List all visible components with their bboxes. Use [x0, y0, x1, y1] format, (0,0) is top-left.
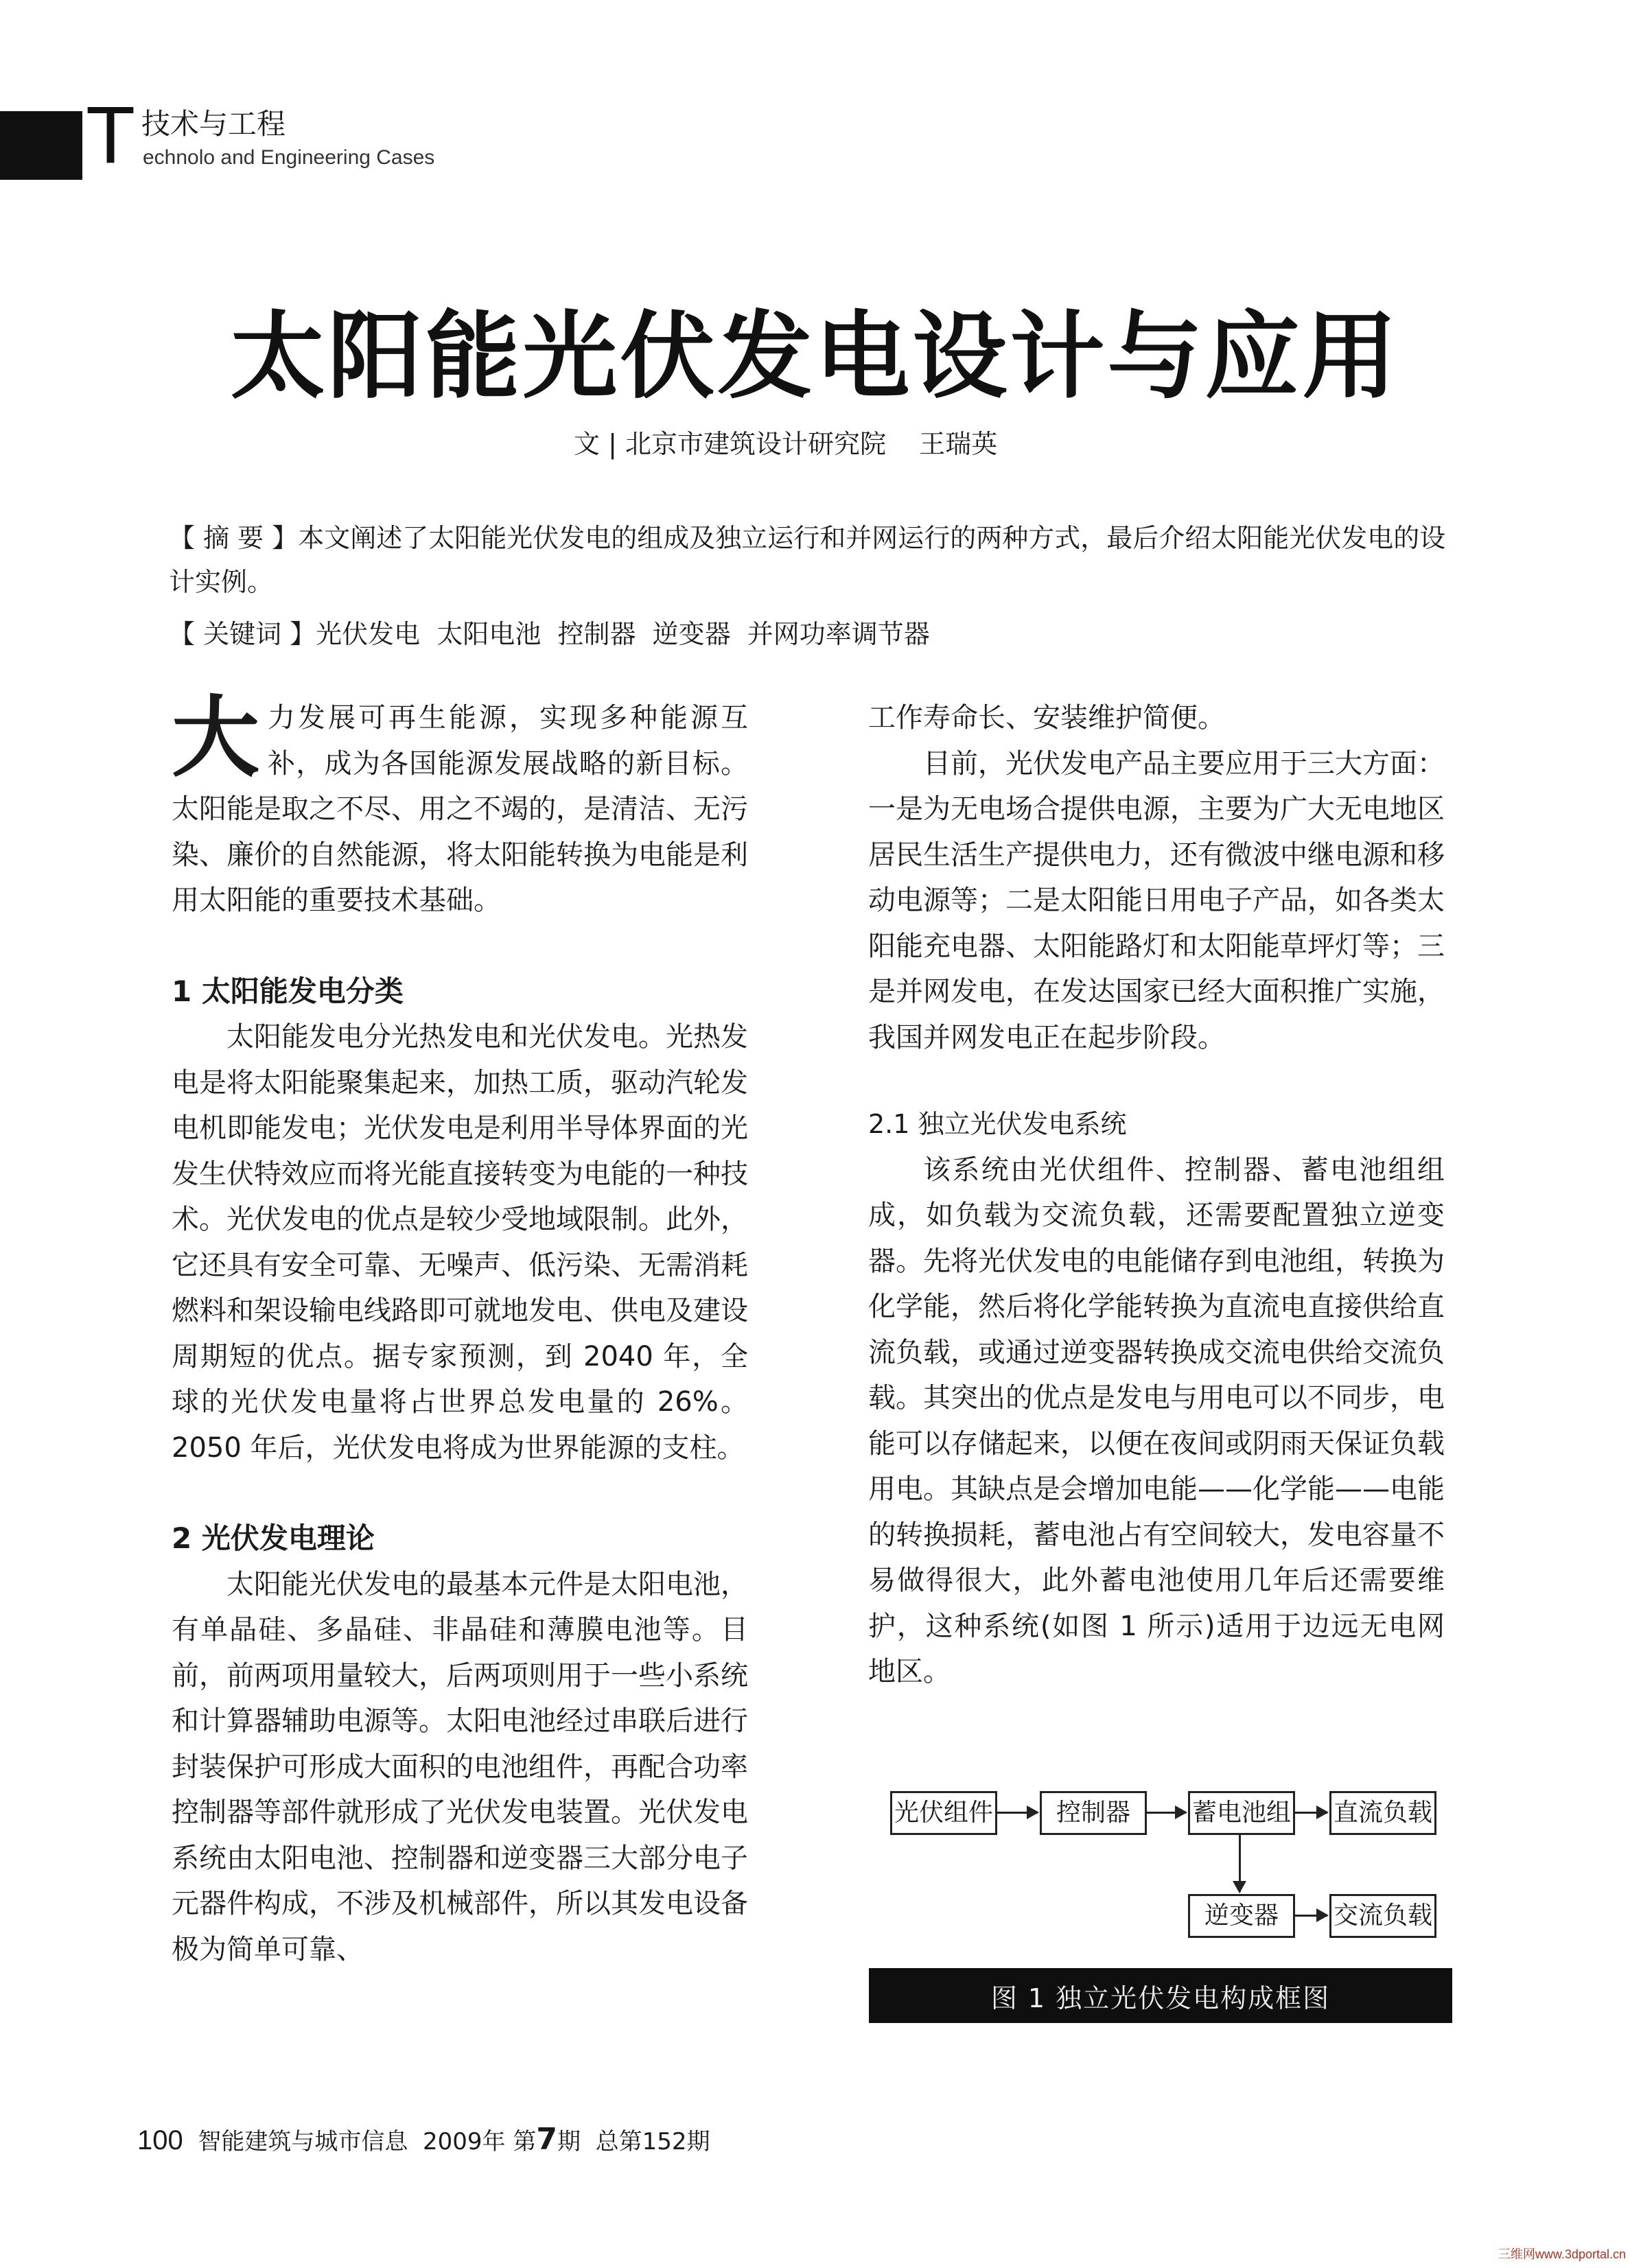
- keywords: 【 关键词 】光伏发电 太阳电池 控制器 逆变器 并网功率调节器: [169, 619, 930, 649]
- header-block-mark: [0, 111, 82, 180]
- section-2-heading: 2 光伏发电理论: [172, 1521, 375, 1555]
- issue-prefix: 第: [513, 2128, 537, 2155]
- section-2-1-body: 该系统由光伏组件、控制器、蓄电池组组成，如负载为交流负载，还需要配置独立逆变器。先将光伏发电的电能储存到电池组，转换为化学能，然后将化学能转换为直流电直接供给直流负载，或通过逆变器转换成交流电供给交流负载。其突出的优点是发电与用电可以不同步，电能可以存储起来，以便在夜间或阴雨天保证负载用电。其缺点是会增加电能——化学能——电能的转换损耗，蓄电池占有空间较大，发电容量不易做得很大，此外蓄电池使用几年后还需要维护，这种系统(如图 1 所示)适用于边远无电网地区。: [868, 1154, 1445, 1687]
- issue-suffix: 期: [557, 2128, 581, 2155]
- issue-year: 2009年: [423, 2128, 506, 2155]
- arrow-controller-to-battery: [1145, 1812, 1186, 1814]
- intro-text: 力发展可再生能源，实现多种能源互补，成为各国能源发展战略的新目标。太阳能是取之不尽、用之不竭的，是清洁、无污染、廉价的自然能源，将太阳能转换为电能是利用太阳能的重要技术基础。: [172, 702, 748, 916]
- section-2-1-heading: 2.1 独立光伏发电系统: [868, 1109, 1127, 1139]
- right-column: [868, 695, 1445, 1695]
- total-issue: 总第152期: [595, 2128, 710, 2155]
- author-line: 文 | 北京市建筑设计研究院 王瑞英: [574, 429, 998, 459]
- issue-number: 7: [536, 2122, 557, 2157]
- section-2-body: 太阳能光伏发电的最基本元件是太阳电池，有单晶硅、多晶硅、非晶硅和薄膜电池等。目前，前两项用量较大，后两项则用于一些小系统和计算器辅助电源等。太阳电池经过串联后进行封装保护可形成大面积的电池组件，再配合功率控制器等部件就形成了光伏发电装置。光伏发电系统由太阳电池、控制器和逆变器三大部分电子元器件构成，不涉及机械部件，所以其发电设备极为简单可靠、: [172, 1568, 748, 1965]
- drop-cap: 大: [172, 686, 260, 789]
- article-title: 太阳能光伏发电设计与应用: [230, 300, 1400, 412]
- watermark: 三维网www.3dportal.cn: [1498, 2247, 1626, 2261]
- box-pv-module: 光伏组件: [890, 1791, 997, 1835]
- page-footer: [137, 2122, 710, 2157]
- arrow-battery-to-dc-load: [1293, 1812, 1327, 1814]
- section-name-cn: 技术与工程: [141, 107, 286, 141]
- left-column: [172, 686, 748, 1972]
- journal-name: 智能建筑与城市信息: [198, 2128, 408, 2155]
- box-controller: 控制器: [1040, 1791, 1147, 1835]
- intro-paragraph: [172, 686, 748, 924]
- box-inverter: 逆变器: [1188, 1894, 1295, 1938]
- arrow-pv-to-controller: [995, 1812, 1038, 1814]
- abstract: 【 摘 要 】本文阐述了太阳能光伏发电的组成及独立运行和并网运行的两种方式，最后介绍太阳能光伏发电的设计实例。: [169, 523, 1446, 597]
- figure-1-caption: 图 1 独立光伏发电构成框图: [869, 1968, 1452, 2023]
- box-battery: 蓄电池组: [1188, 1791, 1295, 1835]
- section-1-body: 太阳能发电分光热发电和光伏发电。光热发电是将太阳能聚集起来，加热工质，驱动汽轮发电机即能发电；光伏发电是利用半导体界面的光发生伏特效应而将光能直接转变为电能的一种技术。光伏发电的优点是较少受地域限制。此外，它还具有安全可靠、无噪声、低污染、无需消耗燃料和架设输电线路即可就地发电、供电及建设周期短的优点。据专家预测，到 2040 年，全球的光伏发电量将占世界总发电量的 26%。2050 年后，光伏发电将成为世界能源的支柱。: [172, 1021, 748, 1464]
- box-dc-load: 直流负载: [1329, 1791, 1436, 1835]
- arrow-battery-to-inverter: [1239, 1833, 1241, 1892]
- section-letter: T: [86, 90, 136, 180]
- continuation-text: 工作寿命长、安装维护简便。: [868, 702, 1225, 734]
- applications-paragraph: 目前，光伏发电产品主要应用于三大方面：一是为无电场合提供电源，主要为广大无电地区居民生活生产提供电力，还有微波中继电源和移动电源等；二是太阳能日用电子产品，如各类太阳能充电器、太阳能路灯和太阳能草坪灯等；三是并网发电，在发达国家已经大面积推广实施，我国并网发电正在起步阶段。: [868, 747, 1445, 1053]
- box-ac-load: 交流负载: [1329, 1894, 1436, 1938]
- arrow-inverter-to-ac-load: [1293, 1915, 1327, 1917]
- section-name-en: echnolo and Engineering Cases: [143, 146, 435, 169]
- page-number: 100: [137, 2125, 183, 2155]
- section-1-heading: 1 太阳能发电分类: [172, 974, 404, 1008]
